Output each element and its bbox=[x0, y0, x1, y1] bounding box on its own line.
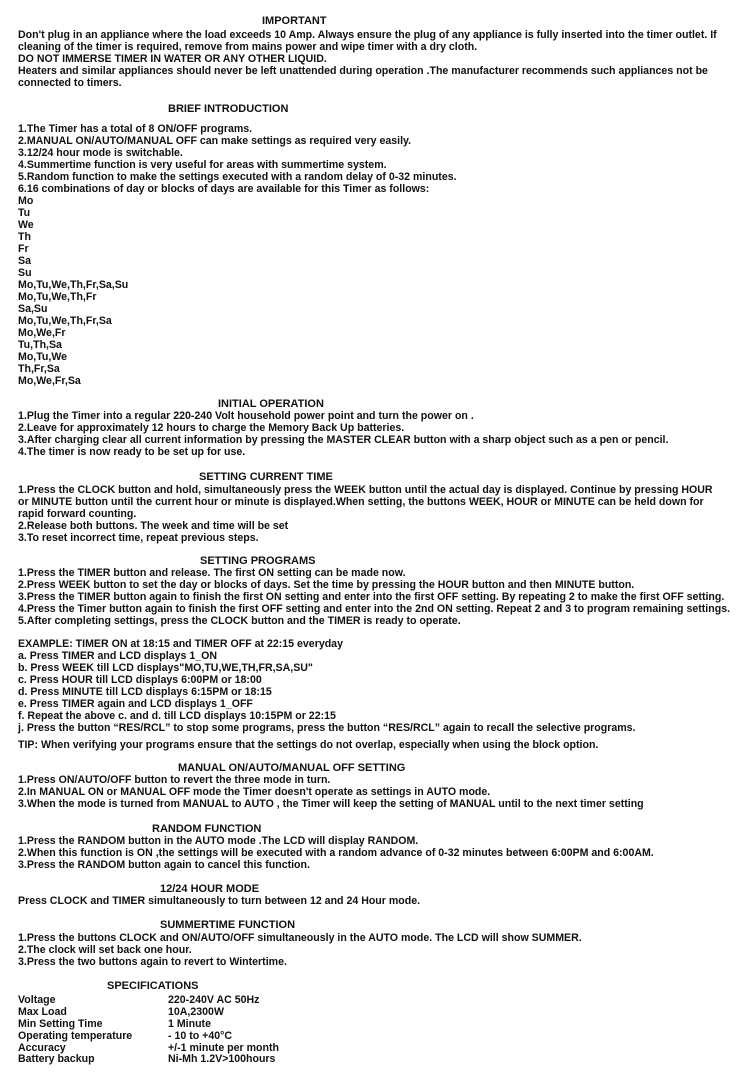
manual-line: 1.Press ON/AUTO/OFF button to revert the three mode in turn. bbox=[18, 774, 331, 786]
current-time-line: 3.To reset incorrect time, repeat previous steps. bbox=[18, 532, 259, 544]
programs-line: 1.Press the TIMER button and release. The first ON setting can be made now. bbox=[18, 567, 406, 579]
intro-line: 4.Summertime function is very useful for areas with summertime system. bbox=[18, 159, 387, 171]
example-line: b. Press WEEK till LCD displays"MO,TU,WE,TH,FR,SA,SU" bbox=[18, 662, 313, 674]
brief-intro-heading: BRIEF INTRODUCTION bbox=[168, 103, 289, 115]
specifications-table bbox=[18, 995, 279, 1066]
day-combination: Sa bbox=[18, 255, 31, 267]
spec-row bbox=[18, 1054, 279, 1066]
current-time-line: 2.Release both buttons. The week and time will be set bbox=[18, 520, 289, 532]
manual-line: 3.When the mode is turned from MANUAL to AUTO , the Timer will keep the setting of MANUAL until to the next timer setting bbox=[18, 798, 644, 810]
day-combination: Mo bbox=[18, 195, 34, 207]
day-combination: Mo,Tu,We,Th,Fr,Sa,Su bbox=[18, 279, 129, 291]
initial-operation-line: 3.After charging clear all current information by pressing the MASTER CLEAR button with a sharp object such as a pen or pencil. bbox=[18, 434, 669, 446]
random-line: 1.Press the RANDOM button in the AUTO mode .The LCD will display RANDOM. bbox=[18, 835, 419, 847]
spec-label: Min Setting Time bbox=[18, 1017, 103, 1030]
spec-value: 10A,2300W bbox=[168, 1005, 224, 1018]
spec-row bbox=[18, 1019, 279, 1031]
manual-line: 2.In MANUAL ON or MANUAL OFF mode the Timer doesn't operate as settings in AUTO mode. bbox=[18, 786, 491, 798]
day-combination: Mo,Tu,We,Th,Fr bbox=[18, 291, 97, 303]
day-combination: Sa,Su bbox=[18, 303, 48, 315]
current-time-line: 1.Press the CLOCK button and hold, simultaneously press the WEEK button until the actual day is displayed. Continue by pressing HOUR bbox=[18, 484, 713, 496]
setting-programs-heading: SETTING PROGRAMS bbox=[200, 555, 316, 567]
initial-operation-heading: INITIAL OPERATION bbox=[218, 398, 324, 410]
example-line: a. Press TIMER and LCD displays 1_ON bbox=[18, 650, 217, 662]
day-combination: We bbox=[18, 219, 34, 231]
day-combination: Th bbox=[18, 231, 31, 243]
current-time-line: or MINUTE button until the current hour or minute is displayed.When setting, the buttons WEEK, HOUR or MINUTE can be held down for bbox=[18, 496, 704, 508]
manual-setting-heading: MANUAL ON/AUTO/MANUAL OFF SETTING bbox=[178, 762, 406, 774]
spec-label: Voltage bbox=[18, 994, 56, 1006]
day-combination: Mo,We,Fr bbox=[18, 327, 66, 339]
random-function-heading: RANDOM FUNCTION bbox=[152, 823, 262, 835]
intro-line: 1.The Timer has a total of 8 ON/OFF programs. bbox=[18, 123, 253, 135]
summertime-line: 2.The clock will set back one hour. bbox=[18, 944, 192, 956]
spec-label: Operating temperature bbox=[18, 1029, 133, 1042]
initial-operation-line: 4.The timer is now ready to be set up for use. bbox=[18, 446, 246, 458]
programs-line: 3.Press the TIMER button again to finish the first ON setting and enter into the first OFF setting. By repeating 2 to make the first OFF setting. bbox=[18, 591, 725, 603]
current-time-line: rapid forward counting. bbox=[18, 508, 137, 520]
specifications-heading: SPECIFICATIONS bbox=[107, 980, 199, 992]
day-combination: Fr bbox=[18, 243, 29, 255]
setting-current-time-heading: SETTING CURRENT TIME bbox=[199, 471, 333, 483]
important-line: Don't plug in an appliance where the load exceeds 10 Amp. Always ensure the plug of any appliance is fully inserted into the timer outlet. If bbox=[18, 29, 717, 41]
important-line: Heaters and similar appliances should never be left unattended during operation .The manufacturer recommends such appliances not be bbox=[18, 65, 708, 77]
day-combination: Su bbox=[18, 267, 32, 279]
example-line: EXAMPLE: TIMER ON at 18:15 and TIMER OFF at 22:15 everyday bbox=[18, 638, 343, 650]
important-line: cleaning of the timer is required, remove from mains power and wipe timer with a dry cloth. bbox=[18, 41, 478, 53]
important-line: connected to timers. bbox=[18, 77, 122, 89]
random-line: 2.When this function is ON ,the settings will be executed with a random advance of 0-32 minutes between 6:00PM and 6:00AM. bbox=[18, 847, 654, 859]
intro-line: 3.12/24 hour mode is switchable. bbox=[18, 147, 183, 159]
day-combination: Tu,Th,Sa bbox=[18, 339, 62, 351]
programs-line: 5.After completing settings, press the CLOCK button and the TIMER is ready to operate. bbox=[18, 615, 461, 627]
spec-value: 1 Minute bbox=[168, 1017, 211, 1030]
spec-value: Ni-Mh 1.2V>100hours bbox=[168, 1053, 276, 1066]
spec-row bbox=[18, 1007, 279, 1019]
intro-line: 2.MANUAL ON/AUTO/MANUAL OFF can make settings as required very easily. bbox=[18, 135, 412, 147]
day-combination: Mo,Tu,We bbox=[18, 351, 68, 363]
day-combination: Th,Fr,Sa bbox=[18, 363, 60, 375]
day-combination: Mo,We,Fr,Sa bbox=[18, 375, 81, 387]
summertime-line: 3.Press the two buttons again to revert to Wintertime. bbox=[18, 956, 287, 968]
spec-label: Battery backup bbox=[18, 1053, 95, 1066]
example-line: e. Press TIMER again and LCD displays 1_OFF bbox=[18, 698, 253, 710]
summertime-line: 1.Press the buttons CLOCK and ON/AUTO/OFF simultaneously in the AUTO mode. The LCD will show SUMMER. bbox=[18, 932, 582, 944]
programs-line: 4.Press the Timer button again to finish the first OFF setting and enter into the 2nd ON setting. Repeat 2 and 3 to program remaining settings. bbox=[18, 603, 731, 615]
hour-mode-heading: 12/24 HOUR MODE bbox=[160, 883, 260, 895]
intro-line: 6.16 combinations of day or blocks of days are available for this Timer as follows: bbox=[18, 183, 430, 195]
important-line: DO NOT IMMERSE TIMER IN WATER OR ANY OTHER LIQUID. bbox=[18, 53, 327, 65]
tip-line: TIP: When verifying your programs ensure that the settings do not overlap, especially when using the block option. bbox=[18, 739, 599, 751]
spec-value: 220-240V AC 50Hz bbox=[168, 994, 260, 1006]
example-line: d. Press MINUTE till LCD displays 6:15PM or 18:15 bbox=[18, 686, 272, 698]
intro-line: 5.Random function to make the settings executed with a random delay of 0-32 minutes. bbox=[18, 171, 457, 183]
day-combination: Tu bbox=[18, 207, 31, 219]
example-line: f. Repeat the above c. and d. till LCD displays 10:15PM or 22:15 bbox=[18, 710, 336, 722]
important-heading: IMPORTANT bbox=[262, 15, 327, 27]
initial-operation-line: 1.Plug the Timer into a regular 220-240 Volt household power point and turn the power on . bbox=[18, 410, 474, 422]
day-combination: Mo,Tu,We,Th,Fr,Sa bbox=[18, 315, 112, 327]
spec-value: +/-1 minute per month bbox=[168, 1041, 279, 1054]
hour-mode-line: Press CLOCK and TIMER simultaneously to turn between 12 and 24 Hour mode. bbox=[18, 895, 421, 907]
programs-line: 2.Press WEEK button to set the day or blocks of days. Set the time by pressing the HOUR button and then MINUTE button. bbox=[18, 579, 635, 591]
example-line: c. Press HOUR till LCD displays 6:00PM or 18:00 bbox=[18, 674, 262, 686]
example-line: j. Press the button “RES/RCL” to stop some programs, press the button “RES/RCL” again to recall the selective programs. bbox=[18, 722, 636, 734]
summertime-heading: SUMMERTIME FUNCTION bbox=[160, 919, 296, 931]
spec-value: - 10 to +40°C bbox=[168, 1029, 232, 1042]
spec-label: Max Load bbox=[18, 1005, 67, 1018]
random-line: 3.Press the RANDOM button again to cancel this function. bbox=[18, 859, 310, 871]
spec-label: Accuracy bbox=[18, 1041, 66, 1054]
initial-operation-line: 2.Leave for approximately 12 hours to charge the Memory Back Up batteries. bbox=[18, 422, 405, 434]
